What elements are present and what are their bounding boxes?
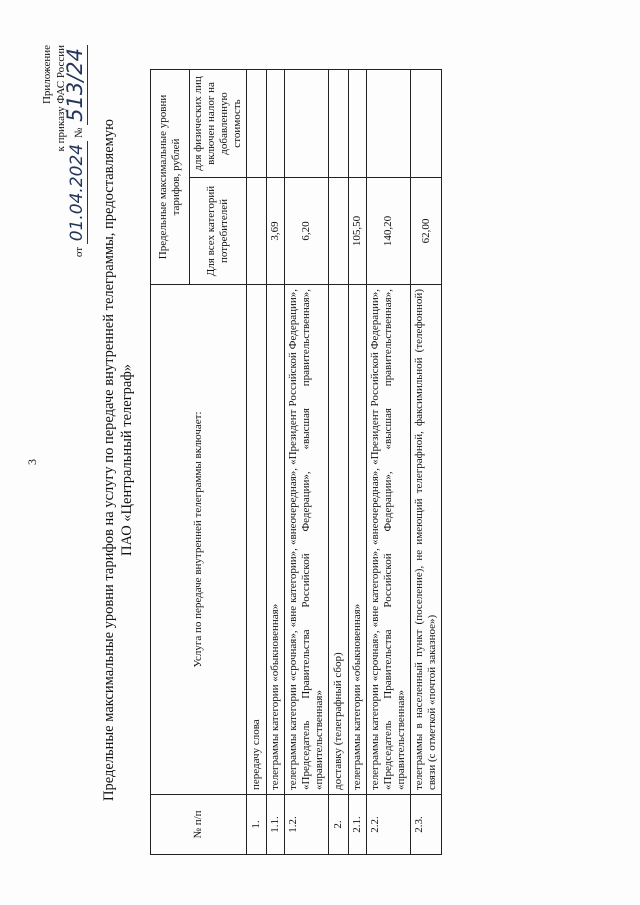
table-row [411,69,442,854]
row-num: 2. [329,795,349,855]
row-value-all: 6,20 [285,178,329,285]
page-number: 3 [25,459,39,465]
table-row [285,69,329,854]
row-value-individuals [411,69,442,177]
appendix-order-ref: к приказу ФАС России [55,45,67,152]
row-service: телеграммы категории «обыкновенная» [349,285,367,795]
number-label: № [73,127,85,139]
title-line-1: Предельные максимальные уровни тарифов на услугу по передаче внутренней телеграммы, предоставляемую [101,119,117,801]
row-value-individuals [349,69,367,177]
row-value-individuals [267,69,285,177]
order-date-number-line [63,45,87,365]
header-col-individuals-vat: для физических лиц включен налог на добавленную стоимость [190,69,247,177]
handwritten-order-number: 513/24 [63,45,88,125]
appendix-title: Приложение [41,45,53,105]
handwritten-date: 01.04.2024 [67,141,88,244]
from-label: от [73,246,85,258]
row-value-all [329,178,349,285]
header-service: Услуга по передаче внутренней телеграммы включает: [151,285,247,795]
row-value-all: 3,69 [267,178,285,285]
tariff-table [150,69,442,855]
row-service: передачу слова [247,285,267,795]
row-num: 1.2. [285,795,329,855]
row-value-all: 62,00 [411,178,442,285]
row-value-individuals [329,69,349,177]
row-service: телеграммы в населенный пункт (поселение), не имеющий телеграфной, факсимильной (телефонной) связи (с отметкой «почтой заказное») [411,285,442,795]
table-row [367,69,411,854]
row-service: доставку (телеграфный сбор) [329,285,349,795]
row-service: телеграммы категории «обыкновенная» [267,285,285,795]
row-num: 2.3. [411,795,442,855]
row-value-individuals [367,69,411,177]
header-col-all-consumers: Для всех категорий потребителей [190,178,247,285]
row-num: 1. [247,795,267,855]
row-num: 1.1. [267,795,285,855]
header-tariffs: Предельные максимальные уровни тарифов, рублей [151,69,190,284]
document-title [100,55,136,865]
row-service: телеграммы категории «срочная», «вне категории», «внеочередная», «Президент Российской Федерации», «Председатель Правительства Российской Федерации», «высшая правительственная», «правительственная» [367,285,411,795]
table-row [267,69,285,854]
row-num: 2.2. [367,795,411,855]
row-service: телеграммы категории «срочная», «вне категории», «внеочередная», «Президент Российской Федерации», «Председатель Правительства Российской Федерации», «высшая правительственная», «правительственная» [285,285,329,795]
appendix-block [40,45,86,365]
table-row [329,69,349,854]
row-value-all: 105,50 [349,178,367,285]
row-value-all: 140,20 [367,178,411,285]
row-num: 2.1. [349,795,367,855]
row-value-all [247,178,267,285]
row-value-individuals [285,69,329,177]
table-row [349,69,367,854]
table-row [247,69,267,854]
header-num: № п/п [151,795,247,855]
title-line-2: ПАО «Центральный телеграф» [119,363,135,557]
row-value-individuals [247,69,267,177]
